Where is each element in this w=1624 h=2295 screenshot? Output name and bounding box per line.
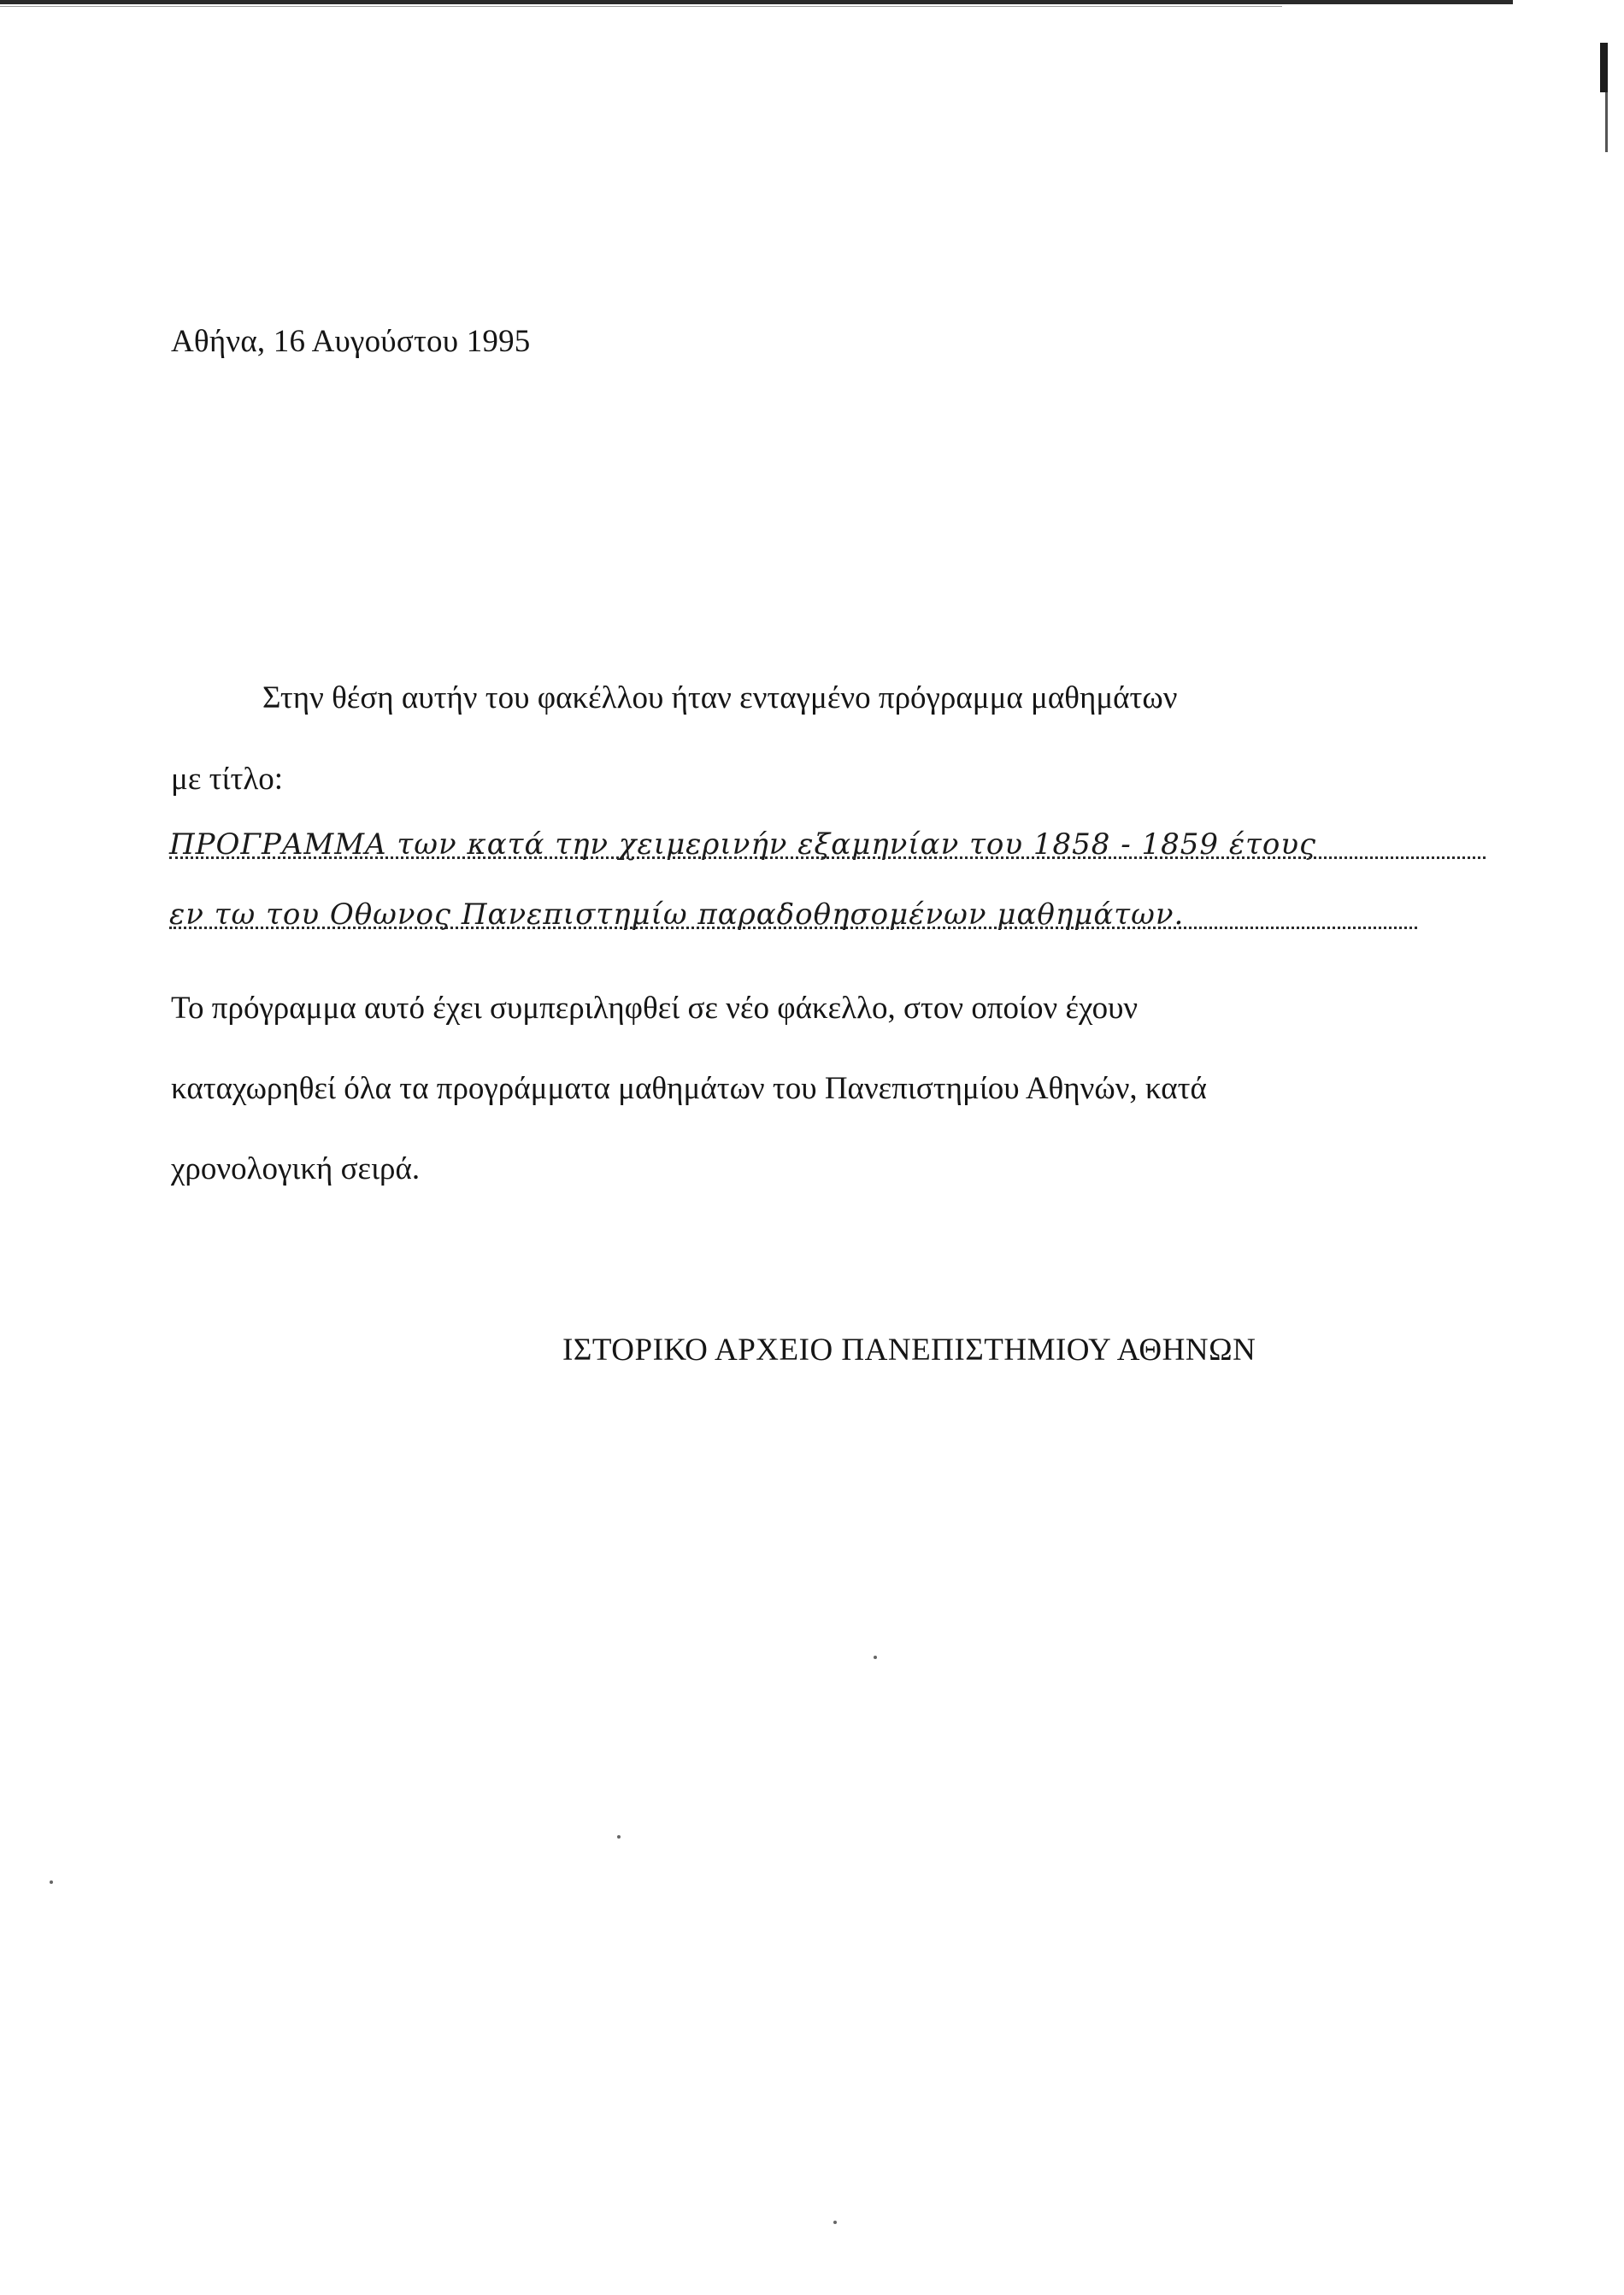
title-label: με τίτλο: — [171, 762, 284, 797]
closing-line: Το πρόγραμμα αυτό έχει συμπεριληφθεί σε νέο φάκελλο, στον οποίον έχουν — [171, 991, 1139, 1026]
handwritten-title-text: εν τω του Οθωνος Πανεπιστημίω παραδοθησομένων μαθημάτων. — [169, 897, 1185, 932]
closing-paragraph — [171, 968, 1402, 1209]
scan-top-rule-thin — [0, 6, 1282, 7]
closing-line: καταχωρηθεί όλα τα προγράμματα μαθημάτων του Πανεπιστημίου Αθηνών, κατά — [171, 1071, 1207, 1106]
intro-paragraph: Στην θέση αυτήν του φακέλλου ήταν ενταγμένο πρόγραμμα μαθημάτων — [262, 680, 1178, 715]
scan-speck — [50, 1880, 53, 1884]
scan-edge-mark — [1600, 43, 1608, 92]
scan-edge-mark-lower — [1605, 92, 1608, 152]
handwritten-title-line-1 — [169, 827, 1486, 862]
closing-line: χρονολογική σειρά. — [171, 1151, 421, 1186]
scan-top-rule — [0, 0, 1513, 4]
scan-speck — [833, 2221, 837, 2224]
handwritten-title-line-2 — [169, 897, 1417, 932]
scan-speck — [874, 1656, 877, 1659]
document-date: Αθήνα, 16 Αυγούστου 1995 — [171, 324, 531, 359]
scan-speck — [617, 1835, 621, 1839]
dotted-underline — [169, 927, 1417, 929]
archive-signature: ΙΣΤΟΡΙΚΟ ΑΡΧΕΙΟ ΠΑΝΕΠΙΣΤΗΜΙΟΥ ΑΘΗΝΩΝ — [562, 1333, 1256, 1368]
handwritten-title-text: ΠΡΟΓΡΑΜΜΑ των κατά την χειμερινήν εξαμηνίαν του 1858 - 1859 έτους — [169, 827, 1317, 862]
dotted-underline — [169, 856, 1486, 859]
